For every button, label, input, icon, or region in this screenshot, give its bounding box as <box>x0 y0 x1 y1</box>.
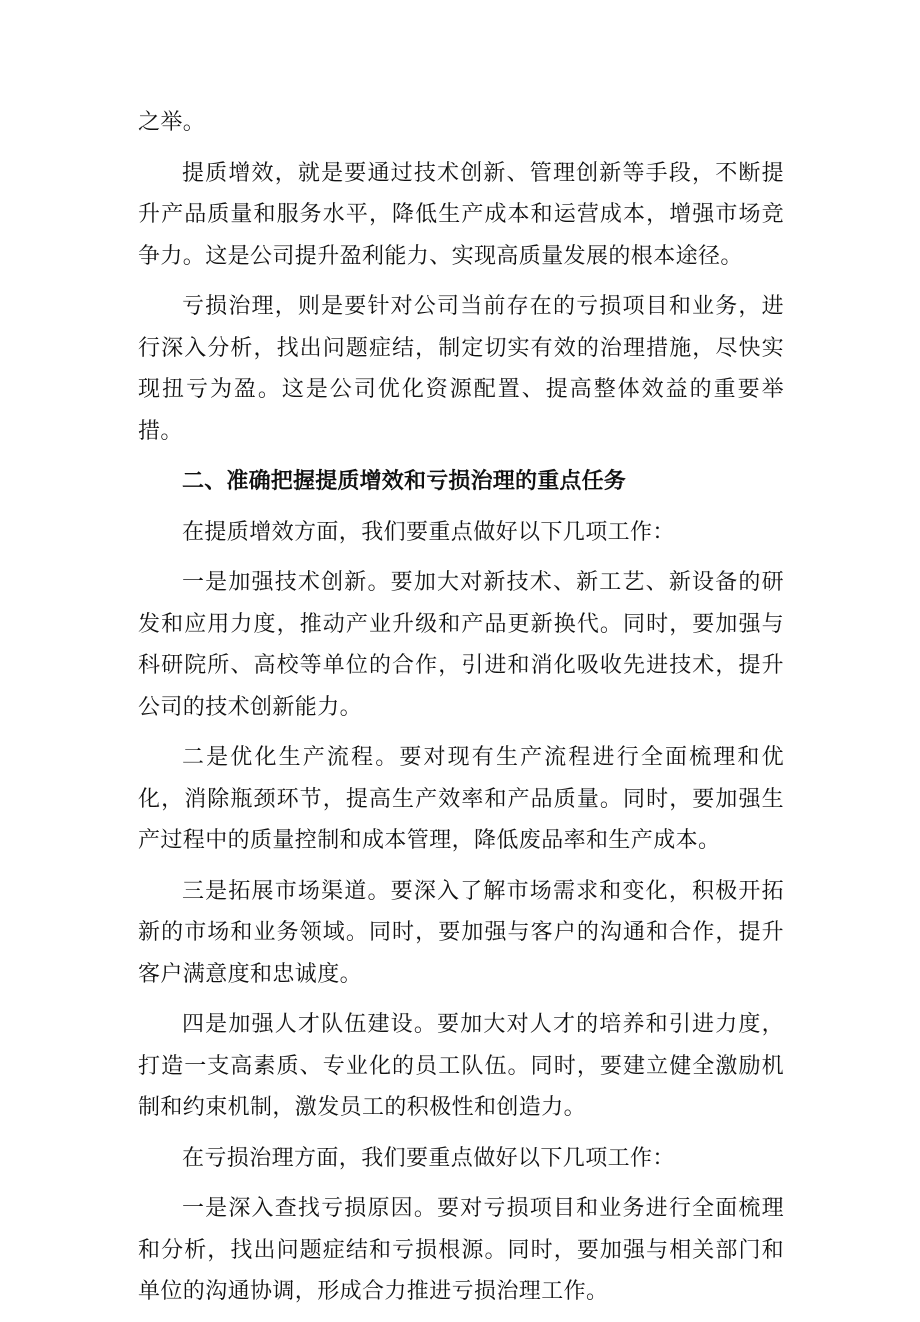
paragraph-talent-team: 四是加强人才队伍建设。要加大对人才的培养和引进力度，打造一支高素质、专业化的员工队伍。同时，要建立健全激励机制和约束机制，激发员工的积极性和创造力。 <box>138 1012 784 1120</box>
paragraph-loss-governance: 亏损治理，则是要针对公司当前存在的亏损项目和业务，进行深入分析，找出问题症结，制定切实有效的治理措施，尽快实现扭亏为盈。这是公司优化资源配置、提高整体效益的重要举措。 <box>138 294 784 444</box>
document-body <box>138 102 784 1322</box>
paragraph-process-optimization: 二是优化生产流程。要对现有生产流程进行全面梳理和优化，消除瓶颈环节，提高生产效率和产品质量。同时，要加强生产过程中的质量控制和成本管理，降低废品率和生产成本。 <box>138 745 784 853</box>
paragraph-quality-intro: 在提质增效方面，我们要重点做好以下几项工作： <box>182 519 675 545</box>
paragraph-loss-intro: 在亏损治理方面，我们要重点做好以下几项工作： <box>182 1145 675 1171</box>
section-heading: 二、准确把握提质增效和亏损治理的重点任务 <box>182 469 627 494</box>
paragraph-quality-efficiency: 提质增效，就是要通过技术创新、管理创新等手段，不断提升产品质量和服务水平，降低生产成本和运营成本，增强市场竞争力。这是公司提升盈利能力、实现高质量发展的根本途径。 <box>138 160 784 269</box>
paragraph-continuation: 之举。 <box>138 110 206 135</box>
paragraph-market-channels: 三是拓展市场渠道。要深入了解市场需求和变化，积极开拓新的市场和业务领域。同时，要加强与客户的沟通和合作，提升客户满意度和忠诚度。 <box>138 878 784 987</box>
paragraph-tech-innovation: 一是加强技术创新。要加大对新技术、新工艺、新设备的研发和应用力度，推动产业升级和产品更新换代。同时，要加强与科研院所、高校等单位的合作，引进和消化吸收先进技术，提升公司的技术创新能力。 <box>138 570 784 720</box>
paragraph-loss-causes: 一是深入查找亏损原因。要对亏损项目和业务进行全面梳理和分析，找出问题症结和亏损根源。同时，要加强与相关部门和单位的沟通协调，形成合力推进亏损治理工作。 <box>138 1196 784 1304</box>
